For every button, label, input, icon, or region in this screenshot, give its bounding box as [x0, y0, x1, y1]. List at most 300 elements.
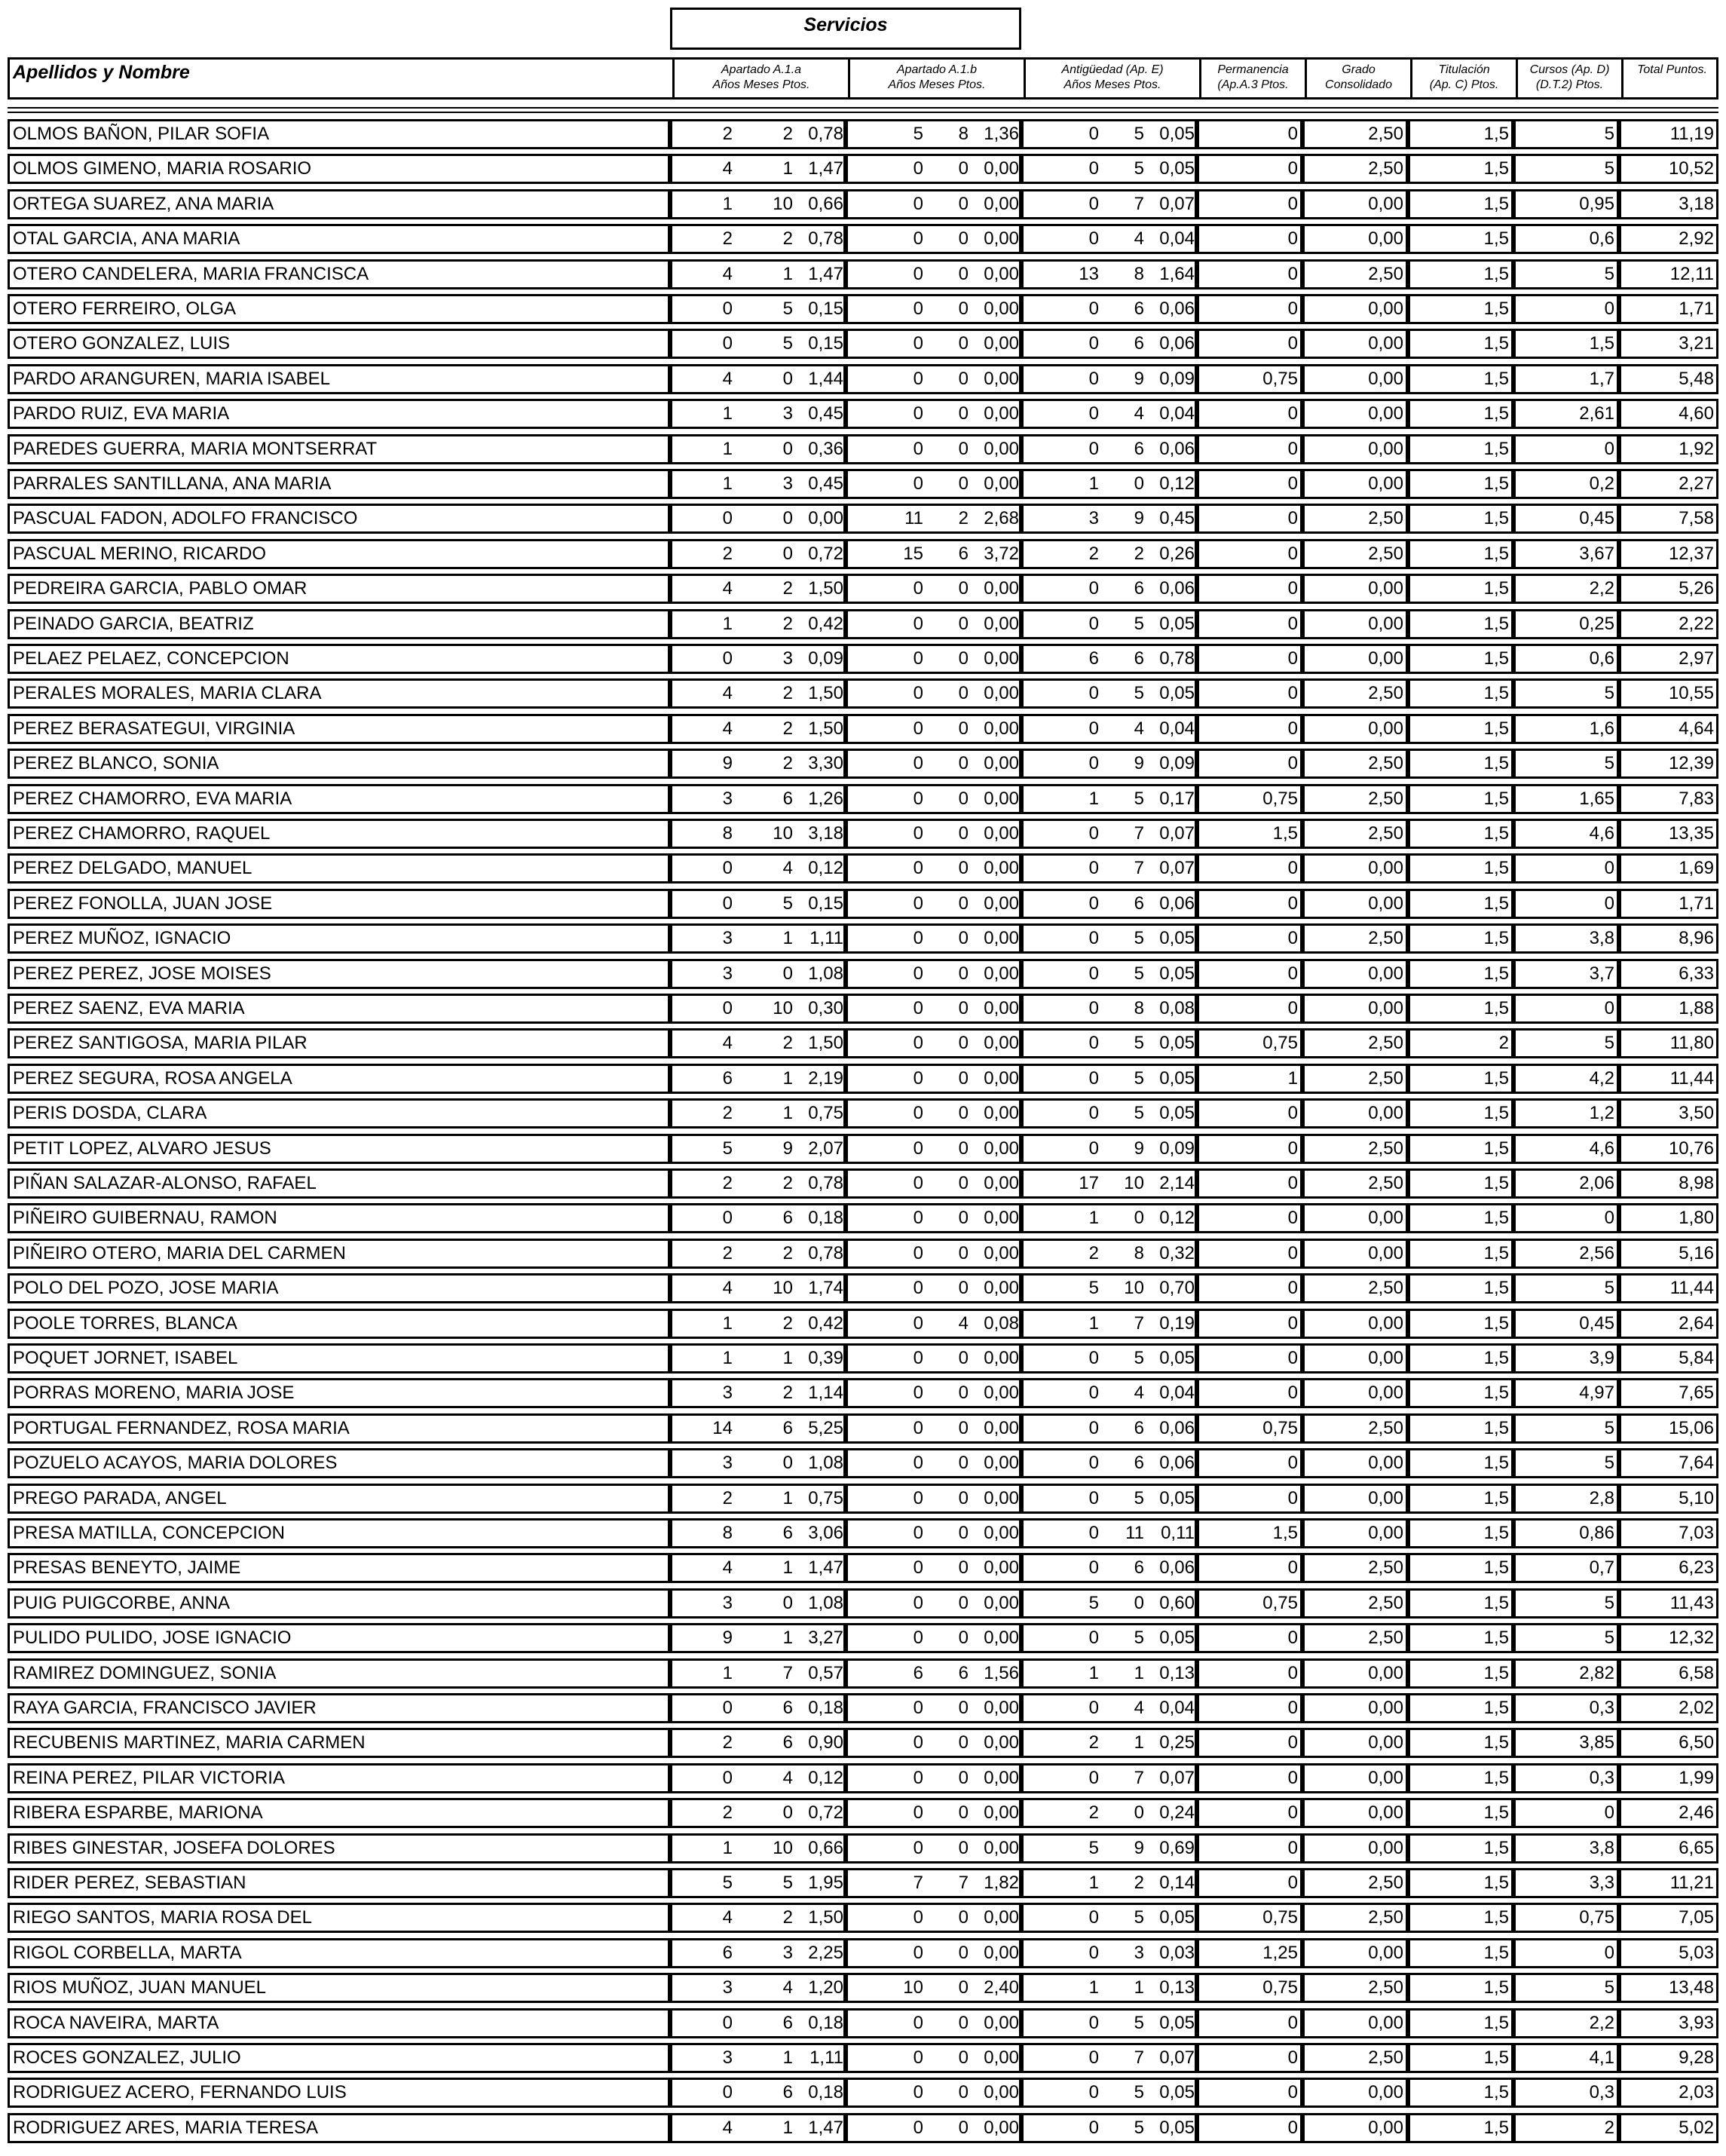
header-name: Apellidos y Nombre: [13, 62, 190, 83]
name-cell: PEREZ PEREZ, JOSE MOISES: [8, 959, 670, 989]
antiguedad-meses: 9: [1134, 369, 1144, 389]
header-a1a-line1: Apartado A.1.a: [721, 63, 802, 76]
apartado-a1a-cell: [670, 189, 846, 219]
table-row: [8, 2008, 1718, 2038]
apartado-a1a-meses: 10: [773, 998, 793, 1018]
apartado-a1b-meses: 0: [958, 1033, 969, 1053]
total-cell: 10,52: [1619, 154, 1718, 184]
cursos-cell: 3,8: [1513, 1833, 1619, 1864]
total-cell: 12,11: [1619, 259, 1718, 289]
total-cell: 2,27: [1619, 469, 1718, 499]
titulacion-cell: 1,5: [1408, 1239, 1513, 1269]
permanencia-cell: 0: [1197, 2008, 1302, 2038]
cursos-cell: 0,6: [1513, 644, 1619, 674]
antiguedad-meses: 5: [1134, 1628, 1144, 1648]
apartado-a1a-anios: 3: [722, 2047, 733, 2068]
grado-cell: 2,50: [1302, 1588, 1408, 1619]
antiguedad-anios: 0: [1088, 1768, 1099, 1788]
apartado-a1b-cell: [846, 434, 1021, 464]
apartado-a1b-meses: 6: [958, 1663, 969, 1683]
apartado-a1b-ptos: 0,00: [984, 614, 1019, 634]
apartado-a1a-ptos: 0,45: [808, 473, 843, 494]
antiguedad-cell: [1021, 994, 1197, 1024]
apartado-a1b-cell: [846, 469, 1021, 499]
apartado-a1b-cell: [846, 923, 1021, 954]
antiguedad-cell: [1021, 224, 1197, 254]
antiguedad-cell: [1021, 539, 1197, 569]
apartado-a1a-meses: 1: [782, 1068, 793, 1089]
grado-cell: 0,00: [1302, 714, 1408, 744]
apartado-a1a-anios: 4: [722, 578, 733, 599]
name-cell: RODRIGUEZ ACERO, FERNANDO LUIS: [8, 2078, 670, 2108]
apartado-a1a-cell: [670, 784, 846, 814]
apartado-a1b-ptos: 0,00: [984, 578, 1019, 599]
antiguedad-cell: [1021, 1938, 1197, 1968]
permanencia-cell: 0: [1197, 224, 1302, 254]
permanencia-cell: 0: [1197, 1868, 1302, 1898]
apartado-a1b-anios: 0: [913, 1313, 923, 1334]
apartado-a1a-meses: 2: [782, 1313, 793, 1334]
grado-cell: 0,00: [1302, 1203, 1408, 1233]
apartado-a1a-cell: [670, 1588, 846, 1619]
permanencia-cell: 0: [1197, 1833, 1302, 1864]
apartado-a1a-anios: 0: [722, 1768, 733, 1788]
name-cell: PEREZ BERASATEGUI, VIRGINIA: [8, 714, 670, 744]
cursos-cell: 0: [1513, 434, 1619, 464]
grado-cell: 2,50: [1302, 678, 1408, 709]
antiguedad-ptos: 0,04: [1159, 228, 1195, 249]
apartado-a1a-cell: [670, 2043, 846, 2073]
antiguedad-meses: 7: [1134, 194, 1144, 214]
apartado-a1a-meses: 0: [782, 508, 793, 528]
apartado-a1b-cell: [846, 1728, 1021, 1758]
apartado-a1b-anios: 0: [913, 1033, 923, 1053]
apartado-a1a-anios: 4: [722, 2118, 733, 2138]
apartado-a1a-anios: 1: [722, 1663, 733, 1683]
titulacion-cell: 1,5: [1408, 189, 1513, 219]
header-titulacion: [1410, 60, 1516, 97]
apartado-a1a-ptos: 1,47: [808, 1557, 843, 1578]
permanencia-cell: 0: [1197, 1658, 1302, 1689]
apartado-a1b-ptos: 0,00: [984, 228, 1019, 249]
apartado-a1b-ptos: 0,00: [984, 893, 1019, 914]
apartado-a1b-cell: [846, 1833, 1021, 1864]
cursos-cell: 0: [1513, 1203, 1619, 1233]
cursos-cell: 4,6: [1513, 1134, 1619, 1164]
apartado-a1a-anios: 2: [722, 1243, 733, 1263]
apartado-a1a-ptos: 0,90: [808, 1732, 843, 1753]
antiguedad-cell: [1021, 2008, 1197, 2038]
apartado-a1b-ptos: 0,00: [984, 2082, 1019, 2102]
titulacion-cell: 1,5: [1408, 154, 1513, 184]
antiguedad-anios: 2: [1088, 1732, 1099, 1753]
permanencia-cell: 0: [1197, 469, 1302, 499]
total-cell: 11,19: [1619, 119, 1718, 149]
name-cell: PARDO ARANGUREN, MARIA ISABEL: [8, 364, 670, 394]
antiguedad-ptos: 0,06: [1159, 893, 1195, 914]
apartado-a1b-cell: [846, 119, 1021, 149]
titulacion-cell: 1,5: [1408, 539, 1513, 569]
total-cell: 2,03: [1619, 2078, 1718, 2108]
antiguedad-meses: 7: [1134, 823, 1144, 844]
antiguedad-meses: 6: [1134, 893, 1144, 914]
grado-cell: 2,50: [1302, 1168, 1408, 1199]
permanencia-cell: 0: [1197, 1378, 1302, 1408]
apartado-a1a-ptos: 0,18: [808, 2082, 843, 2102]
table-header: [8, 57, 1718, 100]
header-permanencia: [1199, 60, 1305, 97]
header-cursos-line1: Cursos (Ap. D): [1529, 63, 1610, 76]
cursos-cell: 0: [1513, 994, 1619, 1024]
apartado-a1b-ptos: 0,00: [984, 1033, 1019, 1053]
apartado-a1a-cell: [670, 1413, 846, 1444]
apartado-a1b-ptos: 0,00: [984, 1278, 1019, 1298]
antiguedad-meses: 4: [1134, 718, 1144, 739]
grado-cell: 0,00: [1302, 1763, 1408, 1793]
apartado-a1b-cell: [846, 784, 1021, 814]
name-cell: PEINADO GARCIA, BEATRIZ: [8, 609, 670, 639]
grado-cell: 0,00: [1302, 1309, 1408, 1339]
apartado-a1b-ptos: 1,36: [984, 124, 1019, 144]
antiguedad-cell: [1021, 329, 1197, 359]
name-cell: PETIT LOPEZ, ALVARO JESUS: [8, 1134, 670, 1164]
antiguedad-anios: 2: [1088, 1802, 1099, 1823]
antiguedad-anios: 0: [1088, 858, 1099, 878]
permanencia-cell: 0: [1197, 1448, 1302, 1478]
antiguedad-anios: 0: [1088, 369, 1099, 389]
table-row: [8, 189, 1718, 219]
apartado-a1b-ptos: 0,00: [984, 473, 1019, 494]
permanencia-cell: 0: [1197, 294, 1302, 324]
apartado-a1b-anios: 0: [913, 893, 923, 914]
header-total: Total Puntos.: [1621, 60, 1721, 97]
grado-cell: 2,50: [1302, 259, 1408, 289]
apartado-a1a-cell: [670, 1693, 846, 1723]
apartado-a1b-anios: 7: [913, 1873, 923, 1893]
permanencia-cell: 0: [1197, 399, 1302, 429]
apartado-a1b-anios: 0: [913, 928, 923, 948]
antiguedad-cell: [1021, 1693, 1197, 1723]
apartado-a1a-meses: 0: [782, 439, 793, 459]
apartado-a1a-cell: [670, 1273, 846, 1303]
antiguedad-meses: 6: [1134, 439, 1144, 459]
permanencia-cell: 0: [1197, 189, 1302, 219]
permanencia-cell: 0: [1197, 1728, 1302, 1758]
apartado-a1a-ptos: 0,78: [808, 124, 843, 144]
antiguedad-anios: 0: [1088, 1033, 1099, 1053]
apartado-a1a-meses: 1: [782, 1628, 793, 1648]
name-cell: OTERO FERREIRO, OLGA: [8, 294, 670, 324]
cursos-cell: 1,65: [1513, 784, 1619, 814]
apartado-a1b-anios: 0: [913, 1138, 923, 1159]
name-cell: RIGOL CORBELLA, MARTA: [8, 1938, 670, 1968]
permanencia-cell: 0: [1197, 1693, 1302, 1723]
total-cell: 7,03: [1619, 1518, 1718, 1548]
apartado-a1b-meses: 0: [958, 1278, 969, 1298]
apartado-a1a-ptos: 3,27: [808, 1628, 843, 1648]
total-cell: 15,06: [1619, 1413, 1718, 1444]
apartado-a1a-cell: [670, 1938, 846, 1968]
apartado-a1b-ptos: 0,00: [984, 1628, 1019, 1648]
apartado-a1b-cell: [846, 154, 1021, 184]
grado-cell: 2,50: [1302, 1413, 1408, 1444]
antiguedad-cell: [1021, 2043, 1197, 2073]
apartado-a1b-cell: [846, 1413, 1021, 1444]
apartado-a1b-ptos: 0,00: [984, 1208, 1019, 1228]
table-row: [8, 504, 1718, 534]
antiguedad-ptos: 0,05: [1159, 1348, 1195, 1368]
table-row: [8, 923, 1718, 954]
apartado-a1b-ptos: 0,00: [984, 858, 1019, 878]
titulacion-cell: 1,5: [1408, 2008, 1513, 2038]
antiguedad-anios: 0: [1088, 2013, 1099, 2033]
apartado-a1a-ptos: 1,50: [808, 578, 843, 599]
antiguedad-meses: 5: [1134, 683, 1144, 703]
cursos-cell: 0,3: [1513, 1763, 1619, 1793]
apartado-a1b-anios: 0: [913, 1943, 923, 1963]
apartado-a1b-anios: 0: [913, 1243, 923, 1263]
antiguedad-cell: [1021, 1518, 1197, 1548]
permanencia-cell: 0: [1197, 1309, 1302, 1339]
antiguedad-cell: [1021, 1168, 1197, 1199]
total-cell: 4,60: [1619, 399, 1718, 429]
cursos-cell: 0,45: [1513, 504, 1619, 534]
permanencia-cell: 0: [1197, 1343, 1302, 1374]
table-row: [8, 1168, 1718, 1199]
grado-cell: 0,00: [1302, 1343, 1408, 1374]
grado-cell: 0,00: [1302, 644, 1408, 674]
total-cell: 5,03: [1619, 1938, 1718, 1968]
apartado-a1b-meses: 7: [958, 1873, 969, 1893]
antiguedad-cell: [1021, 853, 1197, 884]
apartado-a1a-meses: 4: [782, 1768, 793, 1788]
cursos-cell: 4,2: [1513, 1064, 1619, 1094]
permanencia-cell: 0,75: [1197, 784, 1302, 814]
permanencia-cell: 0: [1197, 329, 1302, 359]
antiguedad-anios: 3: [1088, 508, 1099, 528]
apartado-a1b-meses: 0: [958, 928, 969, 948]
antiguedad-meses: 6: [1134, 1557, 1144, 1578]
apartado-a1b-anios: 0: [913, 1278, 923, 1298]
name-cell: PEREZ BLANCO, SONIA: [8, 749, 670, 779]
table-row: [8, 539, 1718, 569]
apartado-a1a-ptos: 0,15: [808, 299, 843, 319]
apartado-a1b-ptos: 0,00: [984, 1732, 1019, 1753]
apartado-a1a-anios: 0: [722, 998, 733, 1018]
total-cell: 5,16: [1619, 1239, 1718, 1269]
apartado-a1b-anios: 0: [913, 1523, 923, 1543]
antiguedad-anios: 0: [1088, 963, 1099, 984]
total-cell: 12,37: [1619, 539, 1718, 569]
apartado-a1a-ptos: 0,42: [808, 1313, 843, 1334]
apartado-a1b-meses: 0: [958, 1138, 969, 1159]
antiguedad-cell: [1021, 399, 1197, 429]
apartado-a1b-cell: [846, 678, 1021, 709]
antiguedad-anios: 1: [1088, 473, 1099, 494]
antiguedad-anios: 0: [1088, 1698, 1099, 1718]
cursos-cell: 2,2: [1513, 574, 1619, 604]
antiguedad-anios: 0: [1088, 1943, 1099, 1963]
antiguedad-anios: 1: [1088, 1208, 1099, 1228]
apartado-a1b-cell: [846, 749, 1021, 779]
apartado-a1a-meses: 2: [782, 718, 793, 739]
antiguedad-meses: 5: [1134, 2013, 1144, 2033]
apartado-a1b-ptos: 0,00: [984, 1103, 1019, 1123]
titulacion-cell: 1,5: [1408, 1973, 1513, 2003]
apartado-a1b-ptos: 0,00: [984, 1523, 1019, 1543]
cursos-cell: 0: [1513, 1798, 1619, 1828]
table-row: [8, 1693, 1718, 1723]
apartado-a1a-cell: [670, 609, 846, 639]
antiguedad-cell: [1021, 749, 1197, 779]
apartado-a1b-meses: 0: [958, 1103, 969, 1123]
apartado-a1a-anios: 8: [722, 823, 733, 844]
antiguedad-cell: [1021, 714, 1197, 744]
titulacion-cell: 1,5: [1408, 994, 1513, 1024]
apartado-a1a-meses: 0: [782, 1593, 793, 1613]
antiguedad-ptos: 0,07: [1159, 1768, 1195, 1788]
table-row: [8, 1938, 1718, 1968]
total-cell: 2,22: [1619, 609, 1718, 639]
apartado-a1b-cell: [846, 1098, 1021, 1129]
apartado-a1b-ptos: 0,00: [984, 683, 1019, 703]
apartado-a1b-cell: [846, 1343, 1021, 1374]
apartado-a1a-ptos: 0,42: [808, 614, 843, 634]
total-cell: 11,44: [1619, 1064, 1718, 1094]
apartado-a1b-ptos: 0,00: [984, 1943, 1019, 1963]
total-cell: 2,97: [1619, 644, 1718, 674]
antiguedad-meses: 5: [1134, 928, 1144, 948]
antiguedad-cell: [1021, 1098, 1197, 1129]
apartado-a1a-cell: [670, 853, 846, 884]
apartado-a1a-meses: 10: [773, 1278, 793, 1298]
apartado-a1b-ptos: 0,00: [984, 299, 1019, 319]
cursos-cell: 0,3: [1513, 2078, 1619, 2108]
titulacion-cell: 1,5: [1408, 853, 1513, 884]
permanencia-cell: 1,25: [1197, 1938, 1302, 1968]
apartado-a1b-ptos: 0,00: [984, 2013, 1019, 2033]
apartado-a1a-meses: 6: [782, 1732, 793, 1753]
grado-cell: 2,50: [1302, 119, 1408, 149]
apartado-a1b-cell: [846, 1134, 1021, 1164]
apartado-a1b-meses: 0: [958, 1523, 969, 1543]
total-cell: 3,21: [1619, 329, 1718, 359]
cursos-cell: 5: [1513, 1273, 1619, 1303]
apartado-a1b-meses: 0: [958, 1173, 969, 1193]
antiguedad-ptos: 0,12: [1159, 473, 1195, 494]
antiguedad-anios: 0: [1088, 1068, 1099, 1089]
apartado-a1a-meses: 1: [782, 1557, 793, 1578]
antiguedad-ptos: 0,05: [1159, 963, 1195, 984]
header-divider: [8, 107, 1718, 109]
antiguedad-ptos: 0,17: [1159, 789, 1195, 809]
table-row: [8, 294, 1718, 324]
apartado-a1b-ptos: 0,00: [984, 2118, 1019, 2138]
permanencia-cell: 0: [1197, 259, 1302, 289]
apartado-a1b-anios: 0: [913, 1628, 923, 1648]
apartado-a1b-anios: 0: [913, 1488, 923, 1508]
titulacion-cell: 1,5: [1408, 1343, 1513, 1374]
header-grado: [1305, 60, 1410, 97]
titulacion-cell: 1,5: [1408, 678, 1513, 709]
antiguedad-meses: 5: [1134, 1033, 1144, 1053]
titulacion-cell: 1,5: [1408, 1553, 1513, 1583]
permanencia-cell: 0,75: [1197, 1903, 1302, 1933]
header-a1a-line2: Años Meses Ptos.: [712, 78, 810, 91]
permanencia-cell: 0: [1197, 119, 1302, 149]
antiguedad-cell: [1021, 434, 1197, 464]
header-ant-line1: Antigüedad (Ap. E): [1061, 63, 1164, 76]
apartado-a1b-ptos: 0,00: [984, 963, 1019, 984]
apartado-a1a-anios: 3: [722, 963, 733, 984]
antiguedad-ptos: 0,05: [1159, 614, 1195, 634]
antiguedad-ptos: 0,24: [1159, 1802, 1195, 1823]
apartado-a1b-ptos: 0,00: [984, 1173, 1019, 1193]
antiguedad-ptos: 0,11: [1161, 1523, 1195, 1543]
antiguedad-meses: 5: [1134, 1907, 1144, 1928]
apartado-a1b-anios: 0: [913, 1802, 923, 1823]
apartado-a1a-cell: [670, 2078, 846, 2108]
apartado-a1a-ptos: 1,50: [808, 1033, 843, 1053]
apartado-a1a-ptos: 0,18: [808, 1208, 843, 1228]
apartado-a1b-ptos: 0,00: [984, 1557, 1019, 1578]
titulacion-cell: 1,5: [1408, 224, 1513, 254]
apartado-a1a-cell: [670, 1518, 846, 1548]
antiguedad-ptos: 0,06: [1159, 578, 1195, 599]
total-cell: 6,58: [1619, 1658, 1718, 1689]
titulacion-cell: 1,5: [1408, 1203, 1513, 1233]
antiguedad-cell: [1021, 189, 1197, 219]
antiguedad-anios: 0: [1088, 1628, 1099, 1648]
antiguedad-cell: [1021, 1239, 1197, 1269]
apartado-a1b-cell: [846, 329, 1021, 359]
apartado-a1b-cell: [846, 1868, 1021, 1898]
apartado-a1a-anios: 4: [722, 1033, 733, 1053]
antiguedad-ptos: 1,64: [1159, 264, 1195, 284]
apartado-a1a-ptos: 1,47: [808, 264, 843, 284]
apartado-a1a-cell: [670, 259, 846, 289]
antiguedad-ptos: 0,05: [1159, 1068, 1195, 1089]
table-row: [8, 784, 1718, 814]
antiguedad-cell: [1021, 923, 1197, 954]
apartado-a1b-anios: 0: [913, 1173, 923, 1193]
apartado-a1a-anios: 0: [722, 648, 733, 669]
cursos-cell: 5: [1513, 259, 1619, 289]
apartado-a1b-meses: 8: [958, 124, 969, 144]
apartado-a1b-anios: 0: [913, 1732, 923, 1753]
apartado-a1a-cell: [670, 678, 846, 709]
antiguedad-meses: 4: [1134, 1383, 1144, 1403]
antiguedad-meses: 0: [1134, 1593, 1144, 1613]
total-cell: 5,26: [1619, 574, 1718, 604]
apartado-a1a-cell: [670, 1309, 846, 1339]
apartado-a1b-meses: 0: [958, 333, 969, 354]
apartado-a1a-anios: 14: [712, 1418, 733, 1438]
apartado-a1a-cell: [670, 959, 846, 989]
antiguedad-anios: 0: [1088, 998, 1099, 1018]
total-cell: 10,76: [1619, 1134, 1718, 1164]
apartado-a1b-meses: 0: [958, 1557, 969, 1578]
antiguedad-ptos: 0,07: [1159, 194, 1195, 214]
apartado-a1a-cell: [670, 1098, 846, 1129]
antiguedad-anios: 0: [1088, 1523, 1099, 1543]
antiguedad-meses: 5: [1134, 1068, 1144, 1089]
antiguedad-anios: 0: [1088, 614, 1099, 634]
antiguedad-ptos: 0,25: [1159, 1732, 1195, 1753]
antiguedad-anios: 0: [1088, 753, 1099, 773]
apartado-a1a-ptos: 0,66: [808, 1838, 843, 1858]
titulacion-cell: 1,5: [1408, 1168, 1513, 1199]
